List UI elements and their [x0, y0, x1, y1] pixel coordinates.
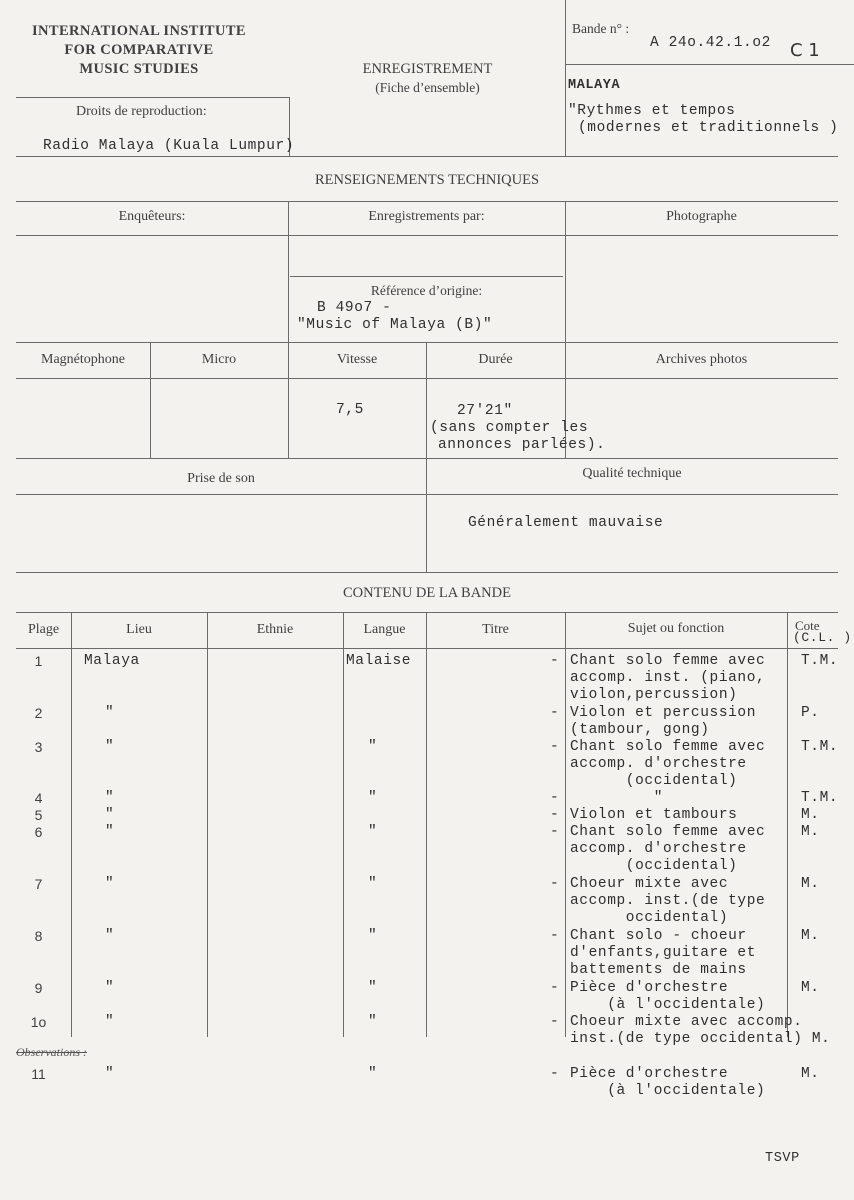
row-plage: 4 [34, 790, 43, 806]
row-sujet-line: Chant solo - choeur [570, 928, 747, 944]
row-sujet-line: (occidental) [570, 858, 738, 874]
row-langue: " [368, 790, 378, 806]
col-langue: Langue [363, 622, 406, 637]
row-sujet-line: Pièce d'orchestre [570, 1066, 729, 1082]
droits-label: Droits de reproduction: [76, 104, 207, 119]
row-langue: " [368, 876, 378, 892]
row-cote: M. [801, 824, 820, 840]
row-sujet [570, 928, 756, 979]
col-titre: Titre [482, 622, 509, 637]
row-sujet [570, 807, 737, 824]
prise-de-son-label: Prise de son [187, 471, 255, 486]
col-sujet: Sujet ou fonction [627, 621, 725, 636]
technique-title: RENSEIGNEMENTS TECHNIQUES [314, 172, 540, 188]
row-lieu: " [105, 790, 115, 806]
micro-label: Micro [201, 352, 237, 367]
row-sujet-line: " [570, 790, 664, 806]
row-plage: 11 [31, 1066, 46, 1082]
row-cote: T.M. [801, 790, 839, 806]
row-titre: - [550, 1066, 560, 1082]
row-titre: - [550, 980, 560, 996]
photographe-label: Photographe [666, 209, 737, 224]
row-sujet-line: (à l'occidentale) [570, 997, 766, 1013]
institute-name [14, 22, 264, 79]
row-sujet-line: inst.(de type occidental) M. [570, 1031, 831, 1047]
vitesse-label: Vitesse [336, 352, 378, 367]
row-titre: - [550, 790, 560, 806]
institute-line-2: FOR COMPARATIVE [64, 42, 214, 58]
row-plage: 1 [34, 653, 43, 669]
row-plage: 1o [30, 1014, 47, 1030]
row-lieu: " [105, 824, 115, 840]
bande-handwritten-note: C 1 [790, 40, 820, 61]
row-sujet-line: (à l'occidentale) [570, 1083, 766, 1099]
row-plage: 7 [34, 876, 43, 892]
row-sujet [570, 876, 765, 927]
row-sujet-line: Chant solo femme avec [570, 653, 766, 669]
row-plage: 9 [34, 980, 43, 996]
row-plage: 5 [34, 807, 43, 823]
row-sujet [570, 653, 765, 704]
row-langue: " [368, 739, 378, 755]
bande-label: Bande n° : [572, 21, 630, 36]
row-titre: - [550, 824, 560, 840]
row-titre: - [550, 928, 560, 944]
row-sujet-line: accomp. inst. (piano, [570, 670, 766, 686]
duree-label: Durée [478, 352, 513, 367]
qualite-label: Qualité technique [582, 466, 682, 481]
row-sujet [570, 980, 765, 1014]
row-lieu: " [105, 739, 115, 755]
col-plage: Plage [27, 622, 60, 637]
row-langue: " [368, 928, 378, 944]
row-titre: - [550, 705, 560, 721]
subject-line-2: (modernes et traditionnels ) [578, 120, 839, 136]
row-titre: - [550, 739, 560, 755]
row-sujet [570, 824, 765, 875]
row-lieu: " [105, 876, 115, 892]
observations-label: Observations : [16, 1045, 87, 1059]
tsvp-label: TSVP [765, 1151, 800, 1166]
row-sujet [570, 1066, 765, 1100]
col-lieu: Lieu [126, 622, 152, 637]
row-sujet-line: accomp. d'orchestre [570, 841, 747, 857]
row-sujet-line: Chant solo femme avec [570, 824, 766, 840]
row-langue: " [368, 824, 378, 840]
institute-line-3: MUSIC STUDIES [79, 61, 199, 77]
reference-label: Référence d’origine: [370, 283, 483, 298]
row-sujet [570, 705, 756, 739]
row-sujet [570, 790, 663, 807]
row-sujet-line: Choeur mixte avec accomp. [570, 1014, 803, 1030]
row-sujet-line: Violon et percussion [570, 705, 757, 721]
archives-label: Archives photos [655, 352, 748, 367]
row-lieu: " [105, 980, 115, 996]
row-cote: M. [801, 807, 820, 823]
country: MALAYA [568, 78, 621, 93]
row-sujet-line: (tambour, gong) [570, 722, 710, 738]
row-cote: M. [801, 1066, 820, 1082]
row-sujet-line: d'enfants,guitare et [570, 945, 757, 961]
row-plage: 3 [34, 739, 43, 755]
row-sujet-line: violon,percussion) [570, 687, 738, 703]
row-sujet-line: occidental) [570, 910, 729, 926]
enregistrements-label: Enregistrements par: [368, 209, 485, 224]
row-cote: T.M. [801, 739, 839, 755]
row-langue: " [368, 1014, 378, 1030]
duree-value-3: annonces parlées). [438, 437, 606, 453]
row-plage: 8 [34, 928, 43, 944]
row-cote: M. [801, 928, 820, 944]
row-lieu: " [105, 807, 115, 823]
row-sujet-line: Pièce d'orchestre [570, 980, 729, 996]
row-sujet-line: Chant solo femme avec [570, 739, 766, 755]
contenu-title: CONTENU DE LA BANDE [343, 585, 511, 601]
vitesse-value: 7,5 [336, 402, 364, 418]
cote-note: (C.L. ) [793, 630, 852, 645]
row-sujet-line: Violon et tambours [570, 807, 738, 823]
bande-value: A 24o.42.1.o2 [650, 35, 771, 51]
row-lieu: " [105, 1014, 115, 1030]
magnetophone-label: Magnétophone [41, 352, 125, 367]
row-sujet-line: Choeur mixte avec [570, 876, 729, 892]
row-lieu: " [105, 1066, 115, 1082]
row-lieu: " [105, 705, 115, 721]
row-sujet-line: accomp. inst.(de type [570, 893, 766, 909]
row-sujet [570, 739, 765, 790]
enqueteurs-label: Enquêteurs: [118, 209, 186, 224]
row-cote: T.M. [801, 653, 839, 669]
qualite-value: Généralement mauvaise [468, 515, 664, 531]
row-titre: - [550, 807, 560, 823]
enregistrement-title: ENREGISTREMENT [362, 61, 493, 77]
row-plage: 2 [34, 705, 43, 721]
row-titre: - [550, 1014, 560, 1030]
row-sujet [570, 1014, 830, 1048]
droits-value: Radio Malaya (Kuala Lumpur) [43, 138, 295, 154]
row-langue: " [368, 1066, 378, 1082]
fiche-subtitle: (Fiche d’ensemble) [375, 80, 480, 95]
row-lieu: " [105, 928, 115, 944]
row-langue: " [368, 980, 378, 996]
institute-line-1: INTERNATIONAL INSTITUTE [31, 23, 246, 39]
row-titre: - [550, 876, 560, 892]
duree-value-1: 27'21" [457, 403, 513, 419]
duree-value-2: (sans compter les [430, 420, 589, 436]
row-langue: Malaise [346, 653, 412, 669]
row-cote: P. [801, 705, 820, 721]
col-cote: Cote [795, 618, 820, 633]
reference-value-1: B 49o7 - [317, 300, 392, 316]
row-sujet-line: battements de mains [570, 962, 747, 978]
row-sujet-line: (occidental) [570, 773, 738, 789]
row-plage: 6 [34, 824, 43, 840]
row-sujet-line: accomp. d'orchestre [570, 756, 747, 772]
subject-line-1: "Rythmes et tempos [568, 103, 736, 119]
row-cote: M. [801, 876, 820, 892]
reference-value-2: "Music of Malaya (B)" [297, 317, 493, 333]
row-cote: M. [801, 980, 820, 996]
row-titre: - [550, 653, 560, 669]
row-lieu: Malaya [84, 653, 140, 669]
col-ethnie: Ethnie [256, 622, 294, 637]
